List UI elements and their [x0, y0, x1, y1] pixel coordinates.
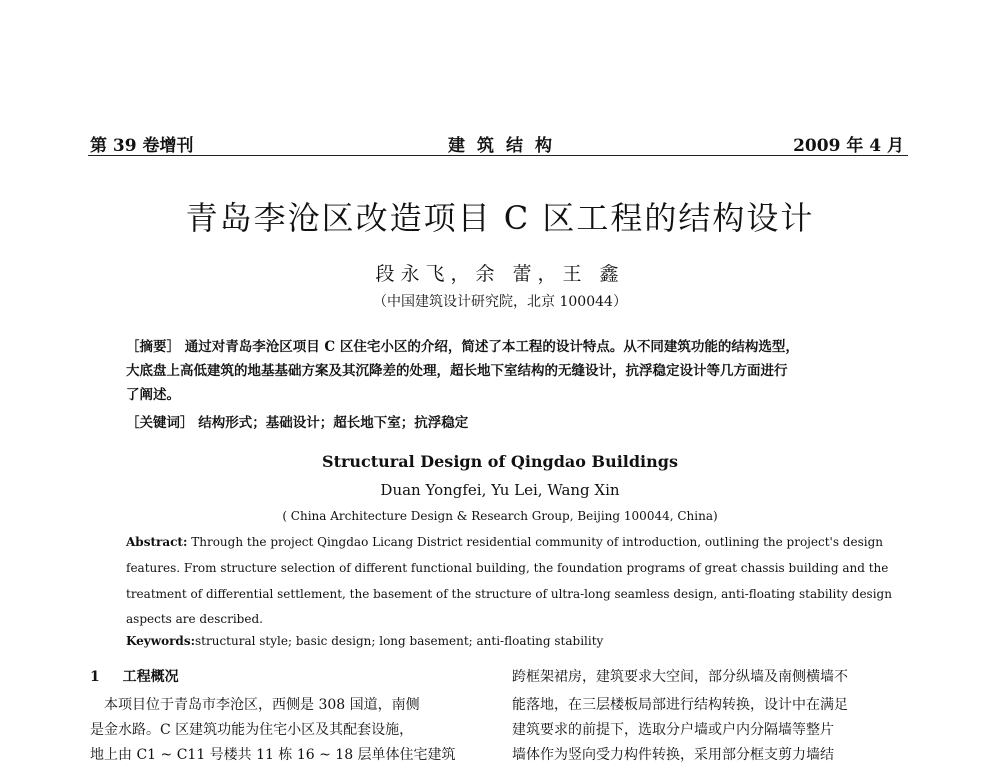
body-right-line: 跨框架裙房，建筑要求大空间，部分纵墙及南侧横墙不	[512, 669, 848, 685]
abstract-cn-label: ［摘要］	[126, 339, 180, 355]
keywords-cn-label: ［关键词］	[126, 415, 194, 431]
abstract-en-line	[126, 535, 883, 549]
abstract-cn-text: 通过对青岛李沧区项目 C 区住宅小区的介绍，简述了本工程的设计特点。从不同建筑功能的结构选型，	[184, 339, 799, 355]
body-right-line: 建筑要求的前提下，选取分户墙或户内分隔墙等整片	[512, 722, 834, 738]
journal-name: 建筑结构	[448, 136, 564, 156]
body-right-line: 墙体作为竖向受力构件转换，采用部分框支剪力墙结	[512, 747, 834, 763]
keywords-en-line	[126, 634, 603, 648]
section-heading	[90, 666, 179, 686]
abstract-cn-line: 大底盘上高低建筑的地基基础方案及其沉降差的处理，超长地下室结构的无缝设计，抗浮稳定设计等几方面进行	[126, 363, 788, 379]
abstract-cn-line: 了阐述。	[126, 387, 180, 403]
affiliation-en: ( China Architecture Design & Research Group, Beijing 100044, China)	[282, 509, 718, 523]
body-right-line: 能落地，在三层楼板局部进行结构转换，设计中在满足	[512, 697, 848, 713]
journal-date: 2009 年 4 月	[793, 136, 904, 156]
journal-volume: 第 39 卷增刊	[90, 136, 194, 156]
paper-title-en: Structural Design of Qingdao Buildings	[322, 452, 678, 471]
keywords-cn-text: 结构形式；基础设计；超长地下室；抗浮稳定	[198, 415, 469, 431]
authors-cn: 段永飞，余 蕾，王 鑫	[375, 263, 625, 285]
body-left-line: 是金水路。C 区建筑功能为住宅小区及其配套设施，	[90, 722, 414, 738]
abstract-en-line: treatment of differential settlement, the basement of the structure of ultra-long seamless design, anti-floating stability design	[126, 587, 892, 601]
header-rule	[88, 155, 908, 156]
abstract-en-line: aspects are described.	[126, 612, 263, 626]
body-left-line: 地上由 C1 ~ C11 号楼共 11 栋 16 ~ 18 层单体住宅建筑	[90, 747, 456, 763]
abstract-cn-line	[126, 335, 799, 355]
keywords-cn-line	[126, 411, 468, 431]
abstract-en-label: Abstract:	[126, 535, 188, 549]
section-number: 1	[90, 669, 100, 685]
keywords-en-label: Keywords:	[126, 634, 196, 648]
authors-en: Duan Yongfei, Yu Lei, Wang Xin	[380, 481, 620, 499]
abstract-en-line: features. From structure selection of different functional building, the foundation programs of great chassis building and the	[126, 561, 889, 575]
abstract-en-text: Through the project Qingdao Licang District residential community of introduction, outlining the project's design	[191, 535, 883, 549]
body-left-line: 本项目位于青岛市李沧区，西侧是 308 国道，南侧	[90, 697, 420, 713]
paper-title-cn: 青岛李沧区改造项目 C 区工程的结构设计	[185, 199, 815, 237]
affiliation-cn: （中国建筑设计研究院，北京 100044）	[373, 294, 627, 310]
section-title: 工程概况	[122, 669, 179, 685]
keywords-en-text: structural style; basic design; long basement; anti-floating stability	[195, 634, 604, 648]
